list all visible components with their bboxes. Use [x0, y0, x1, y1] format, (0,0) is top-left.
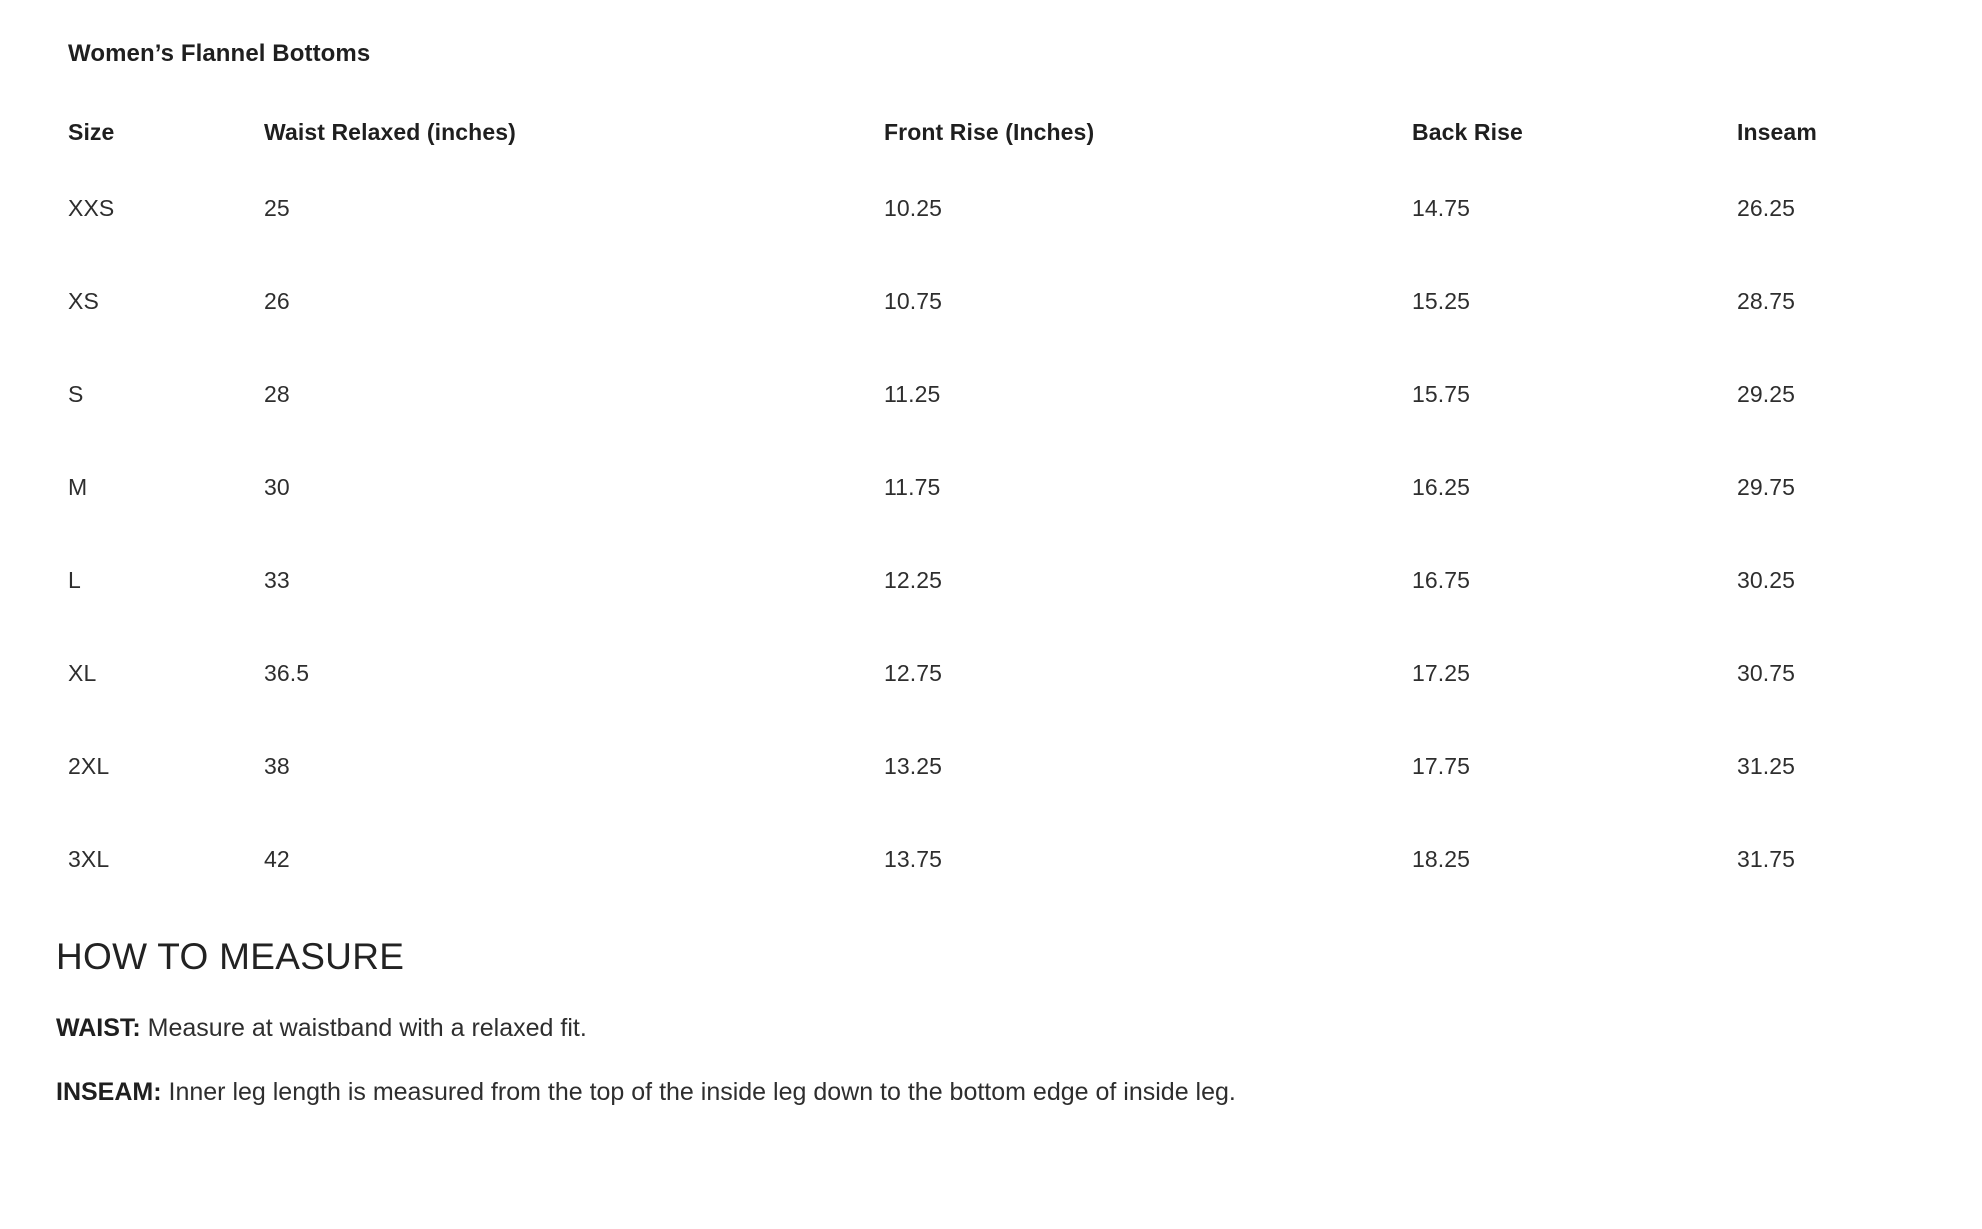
measure-text-inseam: Inner leg length is measured from the top of the inside leg down to the bottom edge of inside leg. — [168, 1077, 1236, 1106]
table-header — [52, 106, 1981, 158]
cell-waist: 28 — [264, 381, 290, 407]
cell-back-rise: 18.25 — [1412, 846, 1471, 872]
cell-waist: 25 — [264, 195, 290, 221]
cell-size: 3XL — [68, 846, 110, 872]
cell-inseam: 28.75 — [1737, 288, 1796, 314]
cell-inseam: 29.25 — [1737, 381, 1796, 407]
cell-front-rise: 10.25 — [884, 195, 943, 221]
cell-back-rise: 17.25 — [1412, 660, 1471, 686]
cell-inseam: 26.25 — [1737, 195, 1796, 221]
table-header-row — [52, 106, 1981, 158]
cell-waist: 38 — [264, 753, 290, 779]
cell-front-rise: 12.25 — [884, 567, 943, 593]
cell-back-rise: 14.75 — [1412, 195, 1471, 221]
size-chart-table — [52, 106, 1981, 906]
table-row — [52, 255, 1981, 348]
cell-front-rise: 13.25 — [884, 753, 943, 779]
how-to-measure-heading: HOW TO MEASURE — [56, 936, 405, 977]
cell-waist: 33 — [264, 567, 290, 593]
cell-size: 2XL — [68, 753, 110, 779]
table-row — [52, 534, 1981, 627]
cell-inseam: 30.75 — [1737, 660, 1796, 686]
cell-front-rise: 11.25 — [884, 381, 941, 407]
column-header-inseam: Inseam — [1737, 118, 1817, 145]
cell-size: S — [68, 381, 84, 407]
cell-inseam: 31.75 — [1737, 846, 1796, 872]
cell-front-rise: 12.75 — [884, 660, 943, 686]
column-header-front-rise: Front Rise (Inches) — [884, 118, 1095, 145]
cell-back-rise: 15.25 — [1412, 288, 1471, 314]
cell-front-rise: 10.75 — [884, 288, 943, 314]
table-row — [52, 720, 1981, 813]
cell-back-rise: 16.25 — [1412, 474, 1471, 500]
cell-size: XS — [68, 288, 99, 314]
cell-size: XL — [68, 660, 97, 686]
table-row — [52, 441, 1981, 534]
cell-size: L — [68, 567, 81, 593]
measure-label-inseam: INSEAM: — [56, 1077, 162, 1106]
cell-size: XXS — [68, 195, 115, 221]
table-title: Women’s Flannel Bottoms — [68, 40, 371, 67]
cell-inseam: 31.25 — [1737, 753, 1796, 779]
cell-size: M — [68, 474, 88, 500]
cell-waist: 30 — [264, 474, 290, 500]
table-row — [52, 158, 1981, 255]
table-row — [52, 627, 1981, 720]
table-row — [52, 348, 1981, 441]
cell-back-rise: 15.75 — [1412, 381, 1471, 407]
measure-item-waist — [56, 1012, 1942, 1046]
cell-inseam: 29.75 — [1737, 474, 1796, 500]
column-header-waist-relaxed: Waist Relaxed (inches) — [264, 118, 516, 145]
cell-waist: 42 — [264, 846, 290, 872]
cell-waist: 36.5 — [264, 660, 310, 686]
column-header-size: Size — [68, 118, 115, 145]
measure-text-waist: Measure at waistband with a relaxed fit. — [147, 1014, 587, 1042]
cell-back-rise: 16.75 — [1412, 567, 1471, 593]
column-header-back-rise: Back Rise — [1412, 118, 1523, 145]
table-body — [52, 158, 1981, 906]
cell-front-rise: 11.75 — [884, 474, 941, 500]
cell-front-rise: 13.75 — [884, 846, 943, 872]
cell-back-rise: 17.75 — [1412, 753, 1471, 779]
table-row — [52, 813, 1981, 906]
cell-waist: 26 — [264, 288, 290, 314]
measure-label-waist: WAIST: — [56, 1014, 141, 1042]
measure-item-inseam — [56, 1076, 1942, 1110]
cell-inseam: 30.25 — [1737, 567, 1796, 593]
